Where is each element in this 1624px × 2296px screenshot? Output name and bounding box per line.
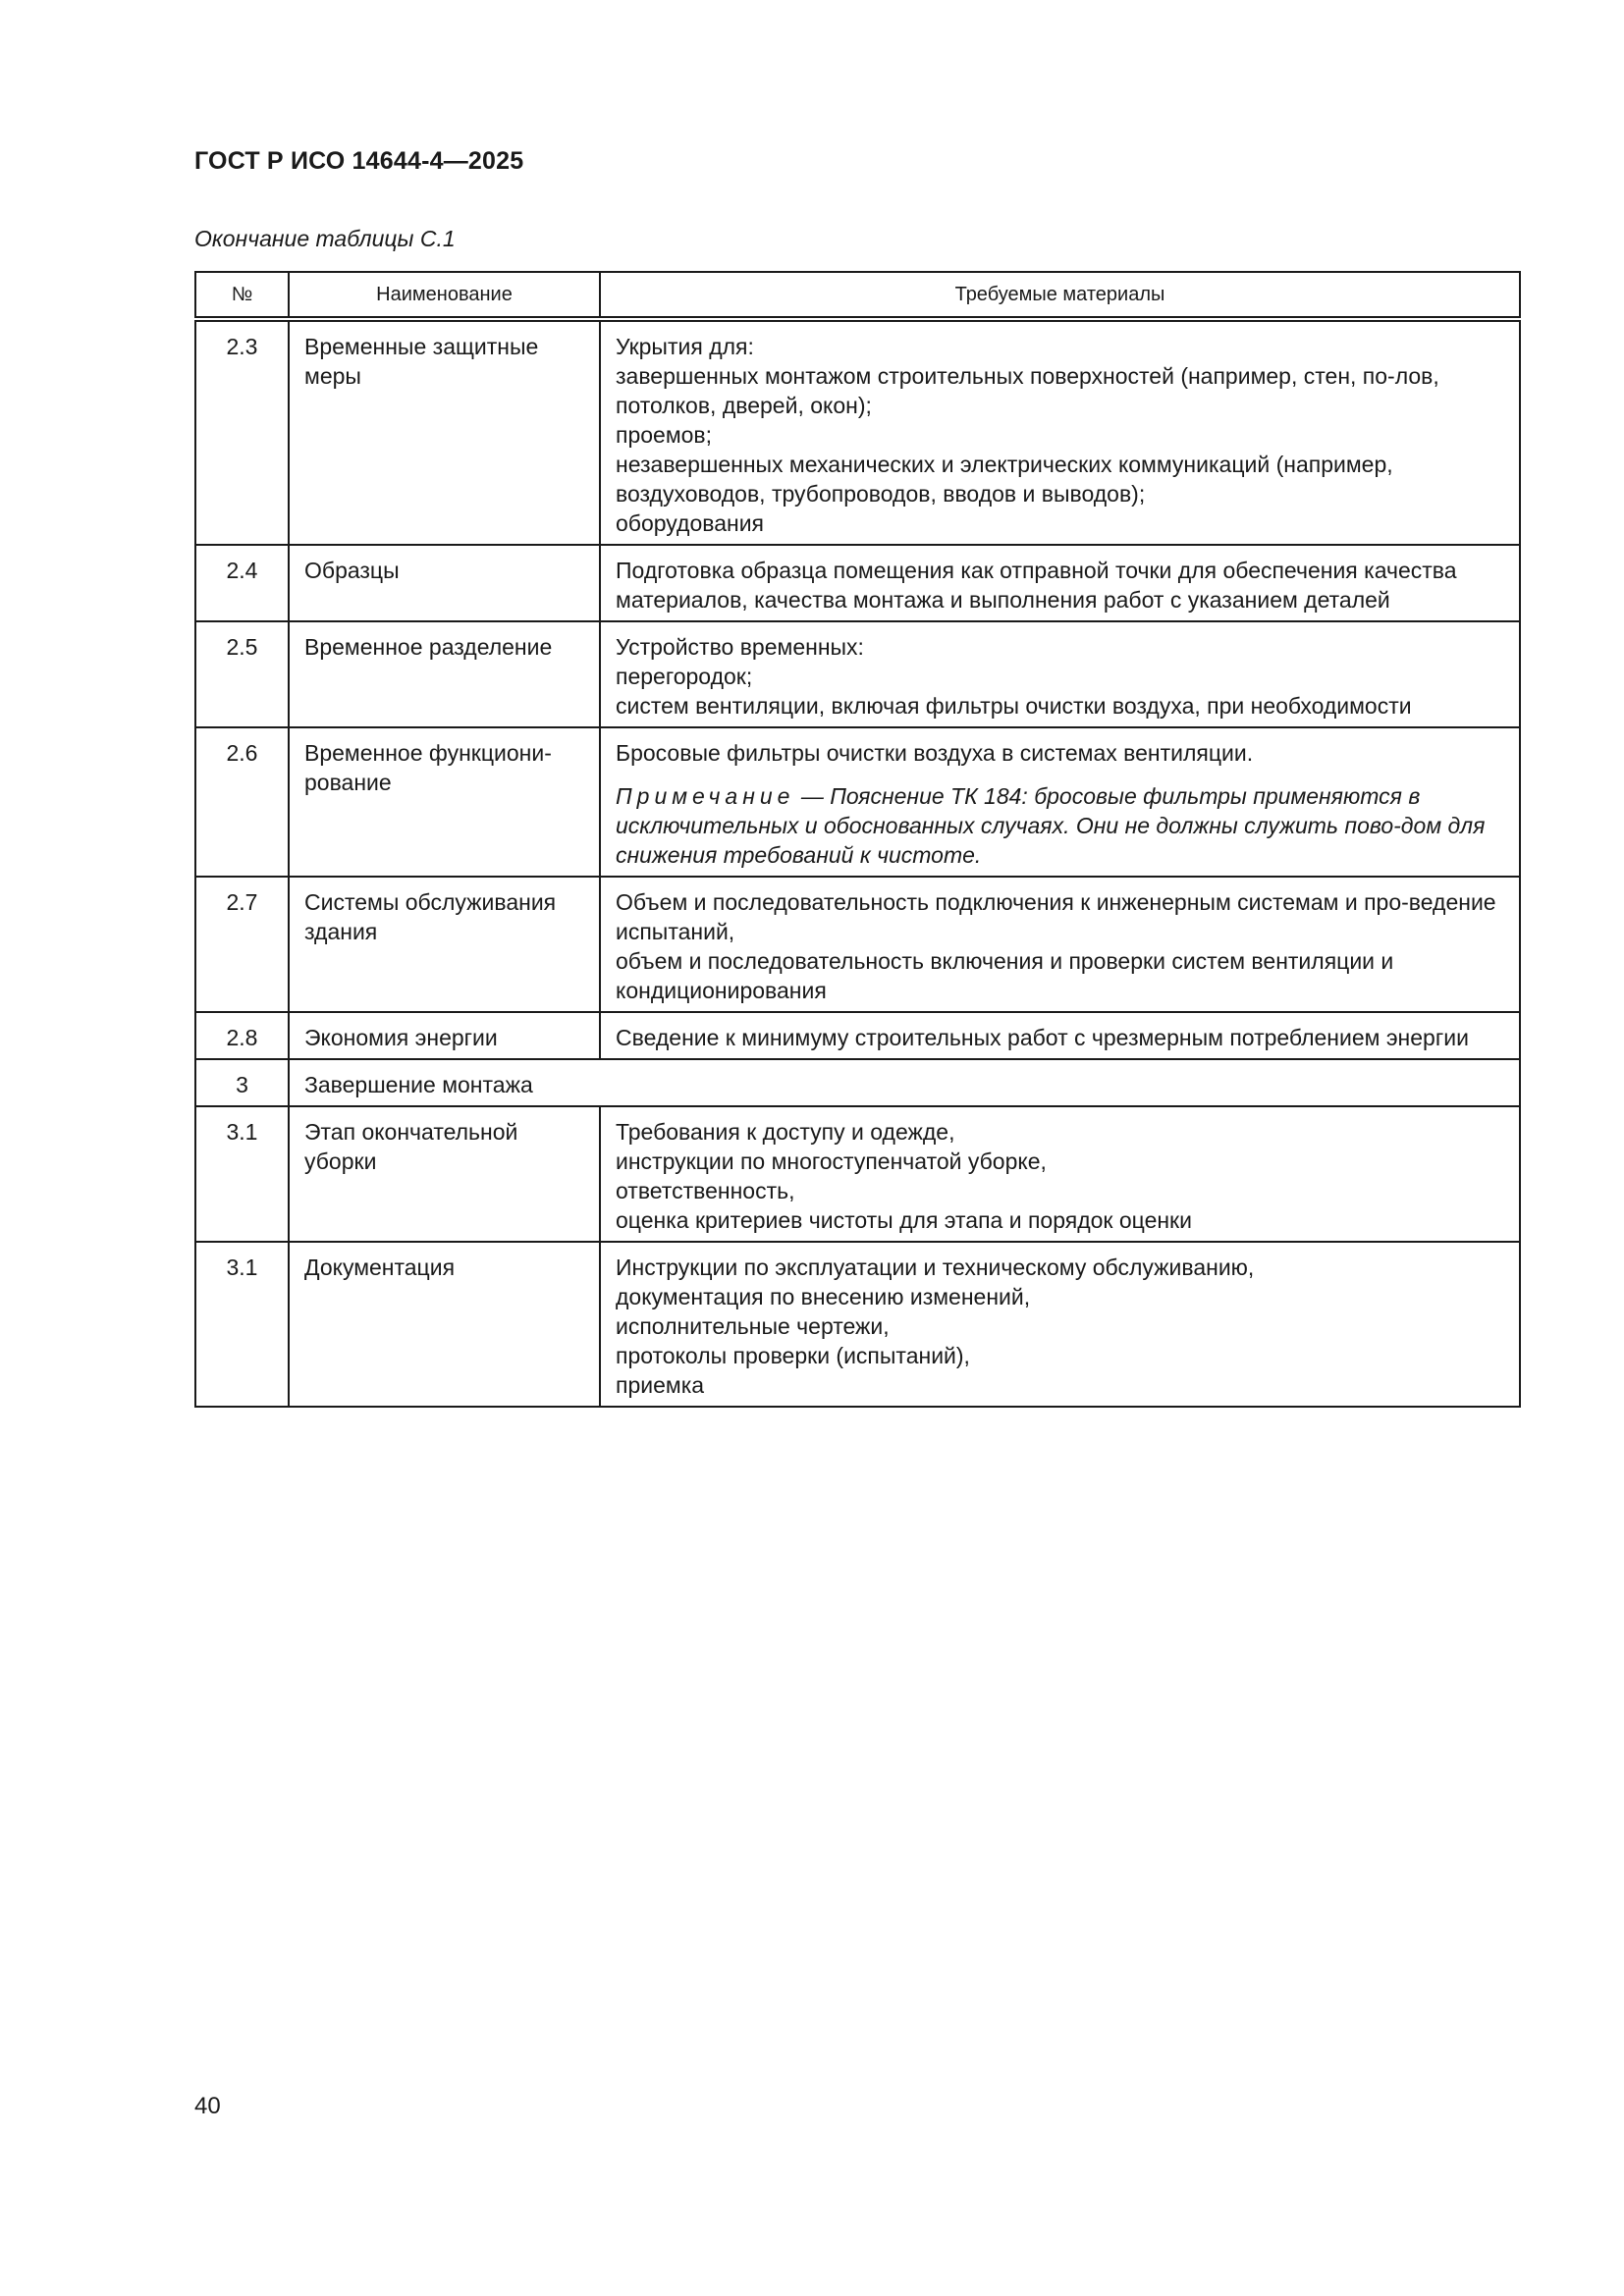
row-name: Временные защитные меры xyxy=(289,319,600,545)
table-row xyxy=(195,545,1520,621)
row-name: Документация xyxy=(289,1242,600,1407)
table-row xyxy=(195,621,1520,727)
materials-line: Бросовые фильтры очистки воздуха в системах вентиляции. xyxy=(616,740,1254,766)
row-number: 2.7 xyxy=(195,877,289,1012)
materials-line: документация по внесению изменений, xyxy=(616,1284,1031,1309)
materials-line: перегородок; xyxy=(616,664,753,689)
row-number: 2.3 xyxy=(195,319,289,545)
row-number: 3.1 xyxy=(195,1106,289,1242)
section-title: Завершение монтажа xyxy=(289,1059,1520,1106)
row-name: Этап окончательной уборки xyxy=(289,1106,600,1242)
materials-line: Инструкции по эксплуатации и техническому обслуживанию, xyxy=(616,1255,1255,1280)
table-body xyxy=(195,319,1520,1407)
table-header xyxy=(195,272,1520,319)
row-name: Временное разделение xyxy=(289,621,600,727)
materials-line: Подготовка образца помещения как отправной точки для обеспечения качества материалов, качества монтажа и выполнения работ с указанием деталей xyxy=(616,558,1457,613)
row-materials xyxy=(600,877,1520,1012)
row-number: 2.5 xyxy=(195,621,289,727)
row-name: Системы обслуживания здания xyxy=(289,877,600,1012)
materials-line: Устройство временных: xyxy=(616,634,864,660)
row-materials xyxy=(600,1106,1520,1242)
row-materials xyxy=(600,727,1520,877)
section-row xyxy=(195,1059,1520,1106)
header-name: Наименование xyxy=(289,272,600,319)
materials-line: протоколы проверки (испытаний), xyxy=(616,1343,970,1368)
page-number: 40 xyxy=(194,2093,221,2119)
table-row xyxy=(195,1012,1520,1059)
row-materials xyxy=(600,1242,1520,1407)
row-materials xyxy=(600,1012,1520,1059)
materials-line: ответственность, xyxy=(616,1178,795,1203)
table-caption: Окончание таблицы С.1 xyxy=(194,226,456,251)
row-number: 2.6 xyxy=(195,727,289,877)
materials-line: оценка критериев чистоты для этапа и порядок оценки xyxy=(616,1207,1192,1233)
header-num: № xyxy=(195,272,289,319)
materials-line: инструкции по многоступенчатой уборке, xyxy=(616,1148,1047,1174)
row-number: 3.1 xyxy=(195,1242,289,1407)
row-number: 3 xyxy=(195,1059,289,1106)
materials-line: незавершенных механических и электрических коммуникаций (например, воздуховодов, трубопроводов, вводов и выводов); xyxy=(616,452,1393,507)
table-header-row xyxy=(195,272,1520,319)
row-materials xyxy=(600,545,1520,621)
table-row xyxy=(195,1242,1520,1407)
row-number: 2.4 xyxy=(195,545,289,621)
note-text: — Пояснение ТК 184: бросовые фильтры применяются в исключительных и обоснованных случаях. Они не должны служить пово-дом для снижения требований к чистоте. xyxy=(616,783,1486,868)
table-row xyxy=(195,1106,1520,1242)
header-materials: Требуемые материалы xyxy=(600,272,1520,319)
materials-line: Объем и последовательность подключения к инженерным системам и про-ведение испытаний, xyxy=(616,889,1496,944)
row-materials xyxy=(600,621,1520,727)
row-number: 2.8 xyxy=(195,1012,289,1059)
materials-line: объем и последовательность включения и проверки систем вентиляции и кондиционирования xyxy=(616,948,1394,1003)
materials-line: оборудования xyxy=(616,510,764,536)
materials-line: завершенных монтажом строительных поверхностей (например, стен, по-лов, потолков, дверей, окон); xyxy=(616,363,1439,418)
materials-line: Требования к доступу и одежде, xyxy=(616,1119,955,1145)
row-name: Временное функциони-рование xyxy=(289,727,600,877)
materials-line: исполнительные чертежи, xyxy=(616,1313,890,1339)
table-row xyxy=(195,727,1520,877)
materials-line: Сведение к минимуму строительных работ с чрезмерным потреблением энергии xyxy=(616,1025,1469,1050)
materials-line: приемка xyxy=(616,1372,705,1398)
materials-line: проемов; xyxy=(616,422,713,448)
row-name: Образцы xyxy=(289,545,600,621)
materials-line: систем вентиляции, включая фильтры очистки воздуха, при необходимости xyxy=(616,693,1412,719)
row-name: Экономия энергии xyxy=(289,1012,600,1059)
materials-table xyxy=(194,271,1521,1408)
table-row xyxy=(195,877,1520,1012)
materials-line: Укрытия для: xyxy=(616,334,754,359)
row-note xyxy=(616,781,1504,870)
note-label: Примечание xyxy=(616,783,795,809)
document-header: ГОСТ Р ИСО 14644-4—2025 xyxy=(194,147,524,175)
table-row xyxy=(195,319,1520,545)
row-materials xyxy=(600,319,1520,545)
